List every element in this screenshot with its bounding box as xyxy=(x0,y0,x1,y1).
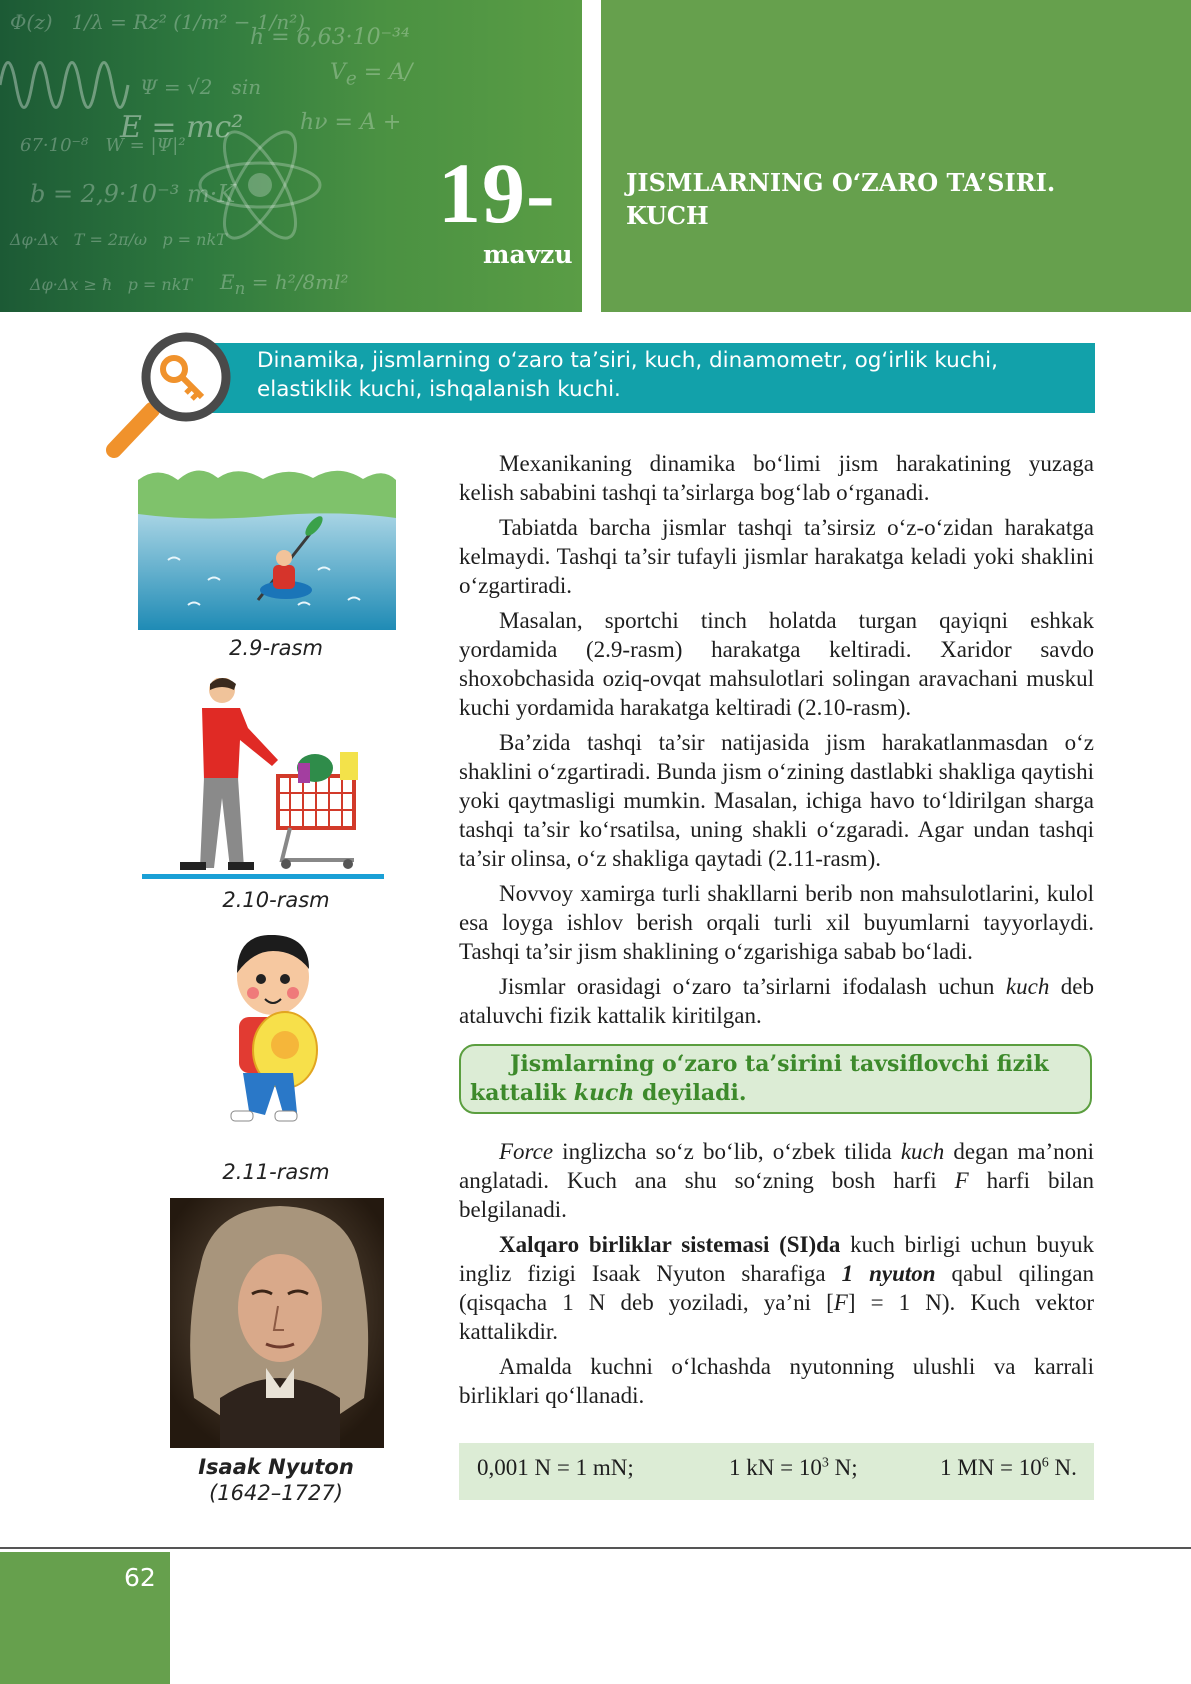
paragraph-9: Amalda kuchni o‘lchashda nyutonning ulushli va karrali birliklari qo‘llanadi. xyxy=(459,1354,1094,1408)
topic-number: 19- xyxy=(438,145,556,241)
title-line-2: KUCH xyxy=(626,201,709,230)
second-text-block xyxy=(459,1137,1094,1416)
unit-mega: 1 MN = $10^6$ N. xyxy=(940,1455,1077,1480)
figure-caption-2-11: 2.11-rasm xyxy=(222,1160,330,1184)
paragraph-6: Jismlar orasidagi o‘zaro ta’sirlarni ifodalash uchun kuch deb ataluvchi fizik kattalik kiritilgan. xyxy=(459,974,1094,1028)
paragraph-8: Xalqaro birliklar sistemasi (SI)da kuch birligi uchun buyuk ingliz fizigi Isaak Nyuton sharafiga 1 nyuton qabul qilingan (qisqacha 1 N deb yoziladi, ya’ni [F] = 1 N). Kuch vektor kattalikdir. xyxy=(459,1232,1094,1344)
definition-text: Jismlarning o‘zaro ta’sirini tavsiflovchi fizik kattalik kuch deyiladi. xyxy=(470,1051,1049,1106)
atom-icon xyxy=(195,120,325,250)
unit-kilo: 1 kN = $10^3$ N; xyxy=(729,1455,858,1480)
paragraph-5: Novvoy xamirga turli shakllarni berib non mahsulotlarini, kulol esa loyga ishlov berish orqali turli xil buyumlarni tayyorlaydi. Tashqi ta’sir jism shaklining o‘zgarishiga sabab bo‘ladi. xyxy=(459,881,1094,964)
title-panel xyxy=(601,0,1191,312)
page-title xyxy=(626,166,1146,232)
keywords-text: Dinamika, jismlarning o‘zaro ta’siri, kuch, dinamometr, og‘irlik kuchi, elastiklik kuchi, ishqalanish kuchi. xyxy=(257,348,998,402)
newton-portrait-image xyxy=(170,1198,384,1448)
figure-caption-2-10: 2.10-rasm xyxy=(222,888,330,912)
figure-caption-2-9: 2.9-rasm xyxy=(229,636,323,660)
magnifier-key-icon xyxy=(104,332,234,462)
paragraph-4: Ba’zida tashqi ta’sir natijasida jism harakatlanmasdan o‘z shaklini o‘zgartiradi. Bunda jism o‘zining dastlabki shakliga qaytishi yoki qaytmasligi mumkin. Masalan, ichiga havo to‘ldirilgan sharga tashqi ta’sir ko‘rsatilsa, uning shakli o‘zgaradi. Agar undan tashqi ta’sir olinsa, o‘z shakliga qaytadi (2.11-rasm). xyxy=(459,730,1094,871)
paragraph-7: Force inglizcha so‘z bo‘lib, o‘zbek tilida kuch degan ma’noni anglatadi. Kuch ana shu so‘zning bosh harfi F harfi bilan belgilanadi. xyxy=(459,1139,1094,1222)
topic-word: mavzu xyxy=(483,240,573,269)
page-number: 62 xyxy=(124,1563,156,1592)
paragraph-2: Tabiatda barcha jismlar tashqi ta’sirsiz o‘z-o‘zidan harakatga kelmaydi. Tashqi ta’sir tufayli jismlar harakatga keladi yoki shaklini o‘zgartiradi. xyxy=(459,515,1094,598)
wave-icon xyxy=(0,40,140,130)
shopper-cart-illustration xyxy=(140,678,390,883)
boy-balloon-illustration xyxy=(215,935,325,1155)
term-kuch: kuch xyxy=(1005,974,1050,999)
portrait-name: Isaak Nyuton xyxy=(198,1455,354,1479)
paragraph-3: Masalan, sportchi tinch holatda turgan qayiqni eshkak yordamida (2.9-rasm) harakatga keltiradi. Xaridor savdo shoxobchasida oziq-ovqat mahsulotlari solingan aravachani muskul kuchi yordamida harakatga keltiradi (2.10-rasm). xyxy=(459,608,1094,720)
footer-divider xyxy=(0,1547,1191,1549)
kayak-illustration xyxy=(138,470,396,630)
paragraph-1: Mexanikaning dinamika bo‘limi jism harakatining yuzaga kelish sababini tashqi ta’sirlarga bog‘lab o‘rganadi. xyxy=(459,451,1094,505)
unit-milli: 0,001 N = 1 mN; xyxy=(477,1455,634,1480)
portrait-years: (1642–1727) xyxy=(209,1481,343,1505)
title-line-1: JISMLARNING O‘ZARO TA’SIRI. xyxy=(626,168,1056,197)
main-text-block xyxy=(459,449,1094,1036)
definition-term: kuch xyxy=(573,1080,635,1106)
header-banner: Φ(z) 1/λ = Rz² (1/m² − 1/n²) h = 6,63·10⁻³⁴ Ψ = √2 sin E = mc² 67·10⁻⁸ W = |Ψ|² b = 2,9·10⁻³ m·K hν = A + $V_e = A/$ Δφ·Δx T = 2π/ω p = nkT $E_n = h^2/8ml^2$ Δφ·Δx ≥ ħ p = nkT 19- mavzu xyxy=(0,0,582,312)
